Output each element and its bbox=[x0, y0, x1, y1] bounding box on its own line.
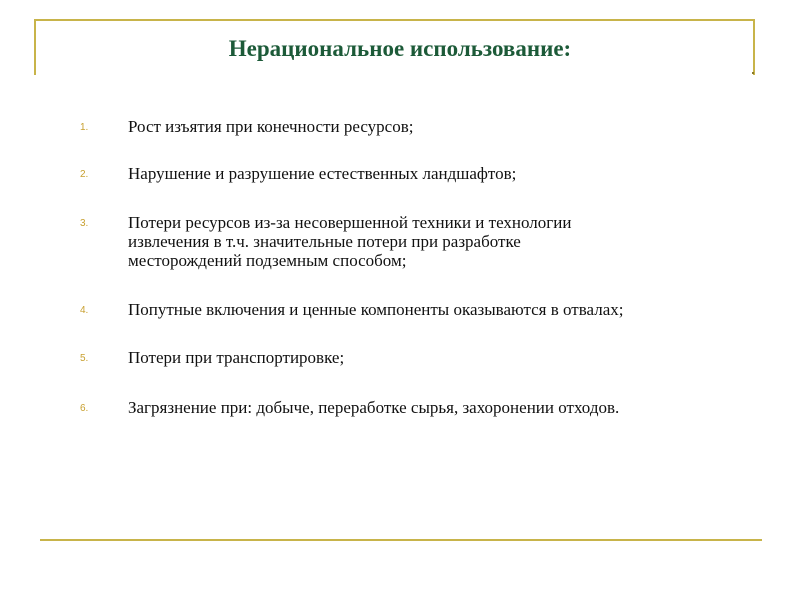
list-number: 1. bbox=[80, 122, 89, 133]
list-text-line-2: извлечения в т.ч. значительные потери при разработке bbox=[128, 232, 521, 251]
list-number: 6. bbox=[80, 403, 89, 414]
list-text-line-3: месторождений подземным способом; bbox=[128, 251, 407, 270]
list-text: Рост изъятия при конечности ресурсов; bbox=[128, 117, 414, 136]
list-text: Нарушение и разрушение естественных ландшафтов; bbox=[128, 164, 517, 183]
list-number: 4. bbox=[80, 305, 89, 316]
list-text: Загрязнение при: добыче, переработке сырья, захоронении отходов. bbox=[128, 398, 620, 417]
list-text-line-1: Потери ресурсов из-за несовершенной техники и технологии bbox=[128, 213, 572, 232]
list-text: Потери при транспортировке; bbox=[128, 348, 345, 367]
list-text: Попутные включения и ценные компоненты оказываются в отвалах; bbox=[128, 300, 624, 319]
list-number: 3. bbox=[80, 218, 89, 229]
list-number: 5. bbox=[80, 353, 89, 364]
list-number: 2. bbox=[80, 169, 89, 180]
slide-title: Нерациональное использование: bbox=[228, 36, 572, 61]
